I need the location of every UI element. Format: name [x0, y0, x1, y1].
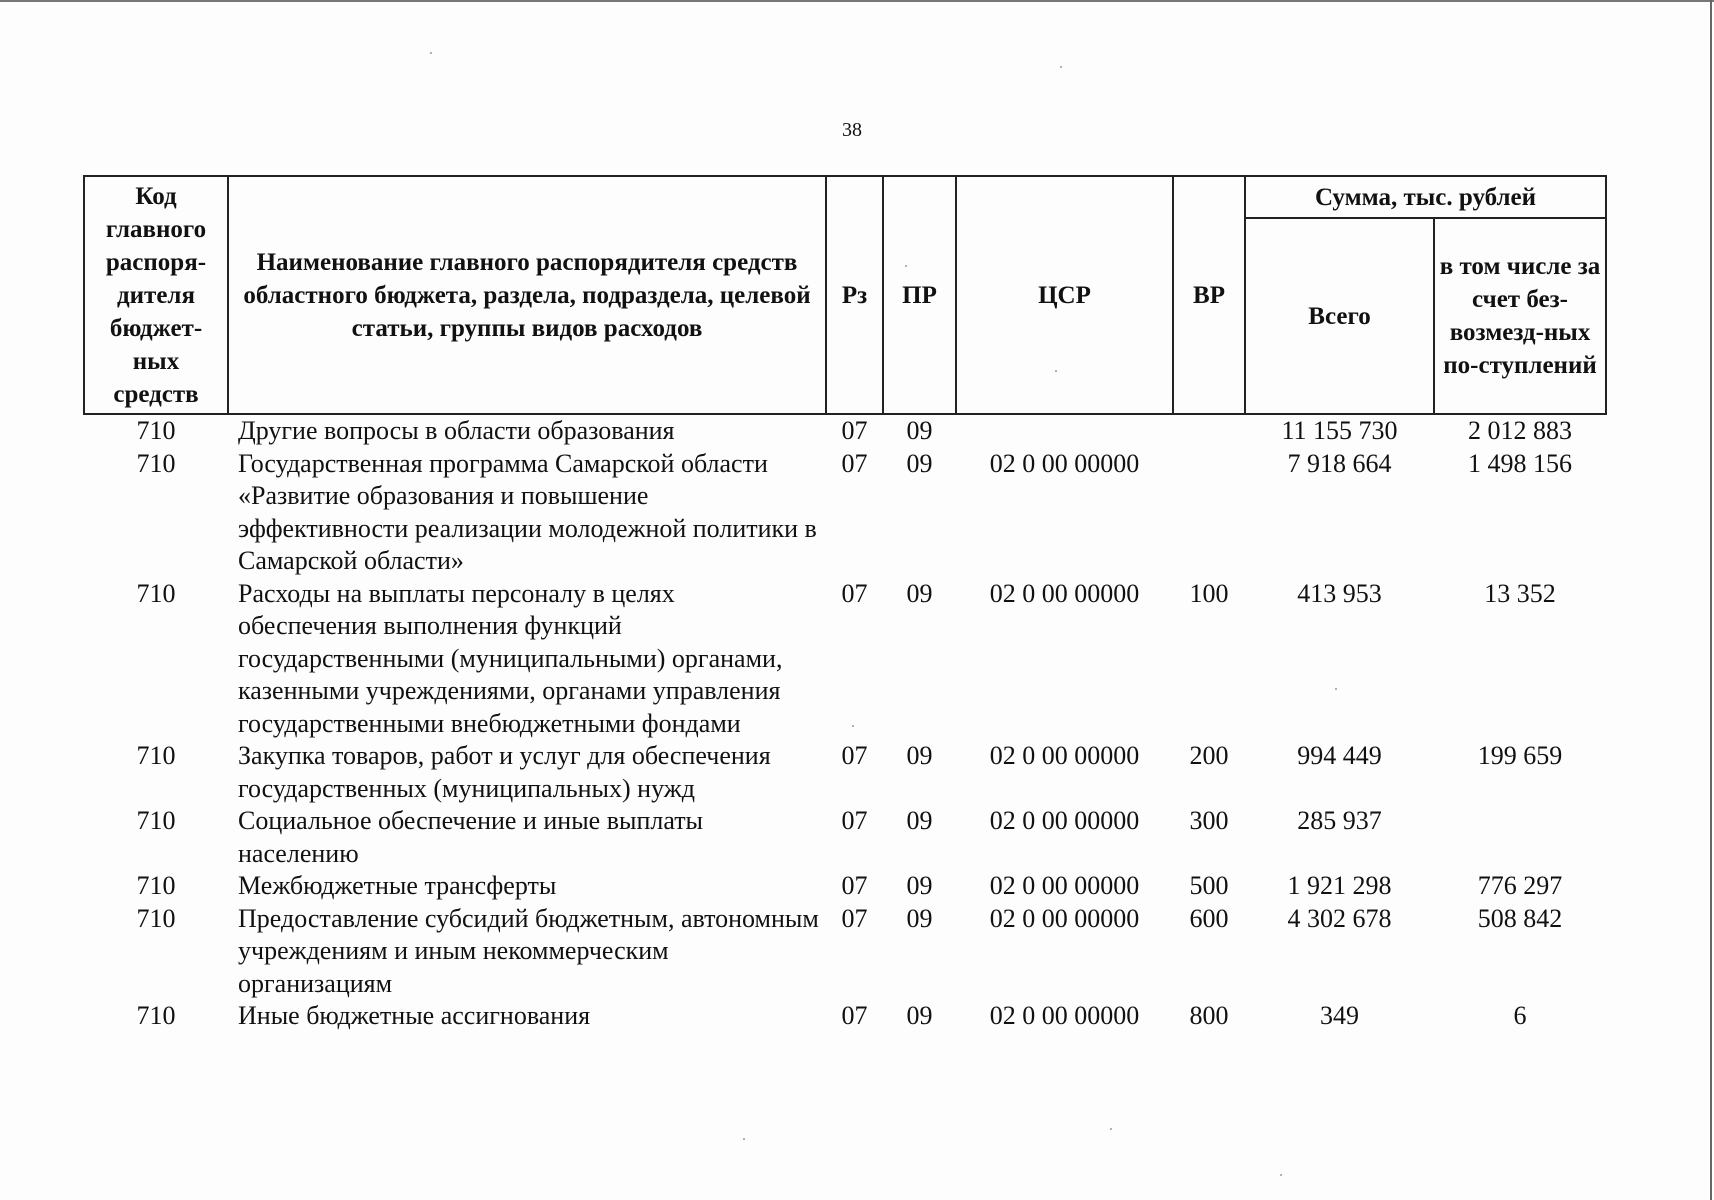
table-row	[84, 578, 1606, 741]
cell-csr: 02 0 00 00000	[989, 448, 1140, 478]
cell-free: 199 659	[1477, 741, 1563, 770]
cell-vr	[1173, 414, 1245, 448]
scan-speck	[430, 52, 432, 54]
scan-speck	[1055, 370, 1057, 372]
cell-code: 710	[136, 448, 176, 478]
cell-free: 508 842	[1477, 903, 1563, 933]
cell-csr: 02 0 00 00000	[989, 903, 1140, 933]
cell-rz: 07	[841, 1001, 868, 1030]
cell-code: 710	[136, 741, 176, 770]
cell-csr: 02 0 00 00000	[989, 871, 1140, 900]
cell-total: 7 918 664	[1287, 448, 1392, 478]
cell-free: 6	[1513, 1001, 1527, 1030]
cell-name: Расходы на выплаты персоналу в целях обеспечения выполнения функций государственными (муниципальными) органами, казенными учреждениями, органами управления государственными внебюджетными фондами	[238, 578, 783, 738]
cell-rz: 07	[841, 903, 868, 933]
table-row	[84, 805, 1606, 870]
header-csr: ЦСР	[956, 176, 1173, 414]
cell-code: 710	[136, 416, 176, 445]
cell-csr: 02 0 00 00000	[989, 578, 1140, 608]
header-sum: Сумма, тыс. рублей	[1245, 176, 1606, 218]
cell-free: 1 498 156	[1468, 448, 1572, 478]
cell-total: 413 953	[1297, 578, 1382, 608]
cell-name: Другие вопросы в области образования	[238, 416, 675, 445]
cell-csr: 02 0 00 00000	[989, 1001, 1140, 1030]
cell-free: 776 297	[1477, 871, 1563, 900]
scan-speck	[743, 1138, 745, 1140]
page-top-edge	[0, 0, 1714, 2]
cell-rz: 07	[841, 741, 868, 770]
cell-vr: 500	[1189, 871, 1229, 900]
cell-pr: 09	[906, 1001, 933, 1030]
cell-name: Предоставление субсидий бюджетным, автономным учреждениям и иным некоммерческим организациям	[238, 903, 819, 998]
cell-vr: 800	[1189, 1001, 1229, 1030]
cell-pr: 09	[906, 871, 933, 900]
cell-rz: 07	[841, 871, 868, 900]
page-number: 38	[842, 119, 862, 141]
cell-pr: 09	[906, 578, 933, 608]
cell-pr: 09	[906, 806, 933, 835]
cell-code: 710	[136, 578, 176, 608]
cell-csr: 02 0 00 00000	[989, 741, 1140, 770]
header-name: Наименование главного распорядителя средств областного бюджета, раздела, подраздела, целевой статьи, группы видов расходов	[228, 176, 826, 414]
table-row	[84, 740, 1606, 805]
header-pr: ПР	[883, 176, 956, 414]
cell-rz: 07	[841, 448, 868, 478]
page-right-edge	[1710, 0, 1712, 1200]
cell-pr: 09	[906, 416, 933, 445]
cell-name: Государственная программа Самарской области «Развитие образования и повышение эффективности реализации молодежной политики в Самарской области»	[238, 448, 817, 575]
header-total: Всего	[1245, 218, 1434, 414]
cell-vr: 300	[1189, 806, 1229, 835]
scan-speck	[1110, 1128, 1112, 1130]
header-free: в том числе за счет без-возмезд-ных по-ступлений	[1434, 218, 1606, 414]
cell-code: 710	[136, 871, 176, 900]
cell-rz: 07	[841, 416, 868, 445]
table-row	[84, 903, 1606, 1001]
header-rz: Рз	[826, 176, 883, 414]
cell-free	[1434, 805, 1606, 870]
scan-speck	[1060, 66, 1062, 68]
cell-code: 710	[136, 806, 176, 835]
header-vr: ВР	[1173, 176, 1245, 414]
cell-pr: 09	[906, 448, 933, 478]
cell-total: 349	[1320, 1001, 1359, 1030]
cell-total: 285 937	[1297, 806, 1382, 835]
table-header	[84, 176, 1606, 414]
cell-total: 1 921 298	[1287, 871, 1392, 900]
cell-code: 710	[136, 1001, 176, 1030]
cell-pr: 09	[906, 903, 933, 933]
cell-pr: 09	[906, 741, 933, 770]
cell-csr: 02 0 00 00000	[989, 806, 1140, 835]
cell-free: 13 352	[1484, 578, 1556, 608]
cell-vr: 200	[1189, 741, 1229, 770]
cell-free: 2 012 883	[1468, 416, 1572, 445]
cell-rz: 07	[841, 578, 868, 608]
cell-name: Социальное обеспечение и иные выплаты населению	[238, 806, 704, 868]
cell-name: Межбюджетные трансферты	[238, 871, 557, 900]
cell-vr	[1173, 448, 1245, 578]
budget-table	[83, 175, 1607, 1033]
cell-csr	[956, 414, 1173, 448]
cell-rz: 07	[841, 806, 868, 835]
scan-speck	[1335, 688, 1337, 690]
cell-total: 11 155 730	[1281, 416, 1398, 445]
scan-speck	[1280, 1174, 1282, 1176]
cell-name: Иные бюджетные ассигнования	[238, 1001, 591, 1030]
cell-vr: 600	[1189, 903, 1229, 933]
cell-vr: 100	[1189, 578, 1229, 608]
scan-speck	[852, 725, 854, 727]
table-row	[84, 448, 1606, 578]
table-row	[84, 414, 1606, 448]
cell-total: 994 449	[1297, 741, 1382, 770]
table-body	[84, 414, 1606, 1033]
cell-total: 4 302 678	[1287, 903, 1392, 933]
table-row	[84, 870, 1606, 903]
table-row	[84, 1000, 1606, 1033]
cell-code: 710	[136, 903, 176, 933]
header-code: Код главного распоря-дителя бюджет-ных средств	[84, 176, 228, 414]
scan-speck	[905, 265, 907, 267]
cell-name: Закупка товаров, работ и услуг для обеспечения государственных (муниципальных) нужд	[238, 741, 771, 803]
